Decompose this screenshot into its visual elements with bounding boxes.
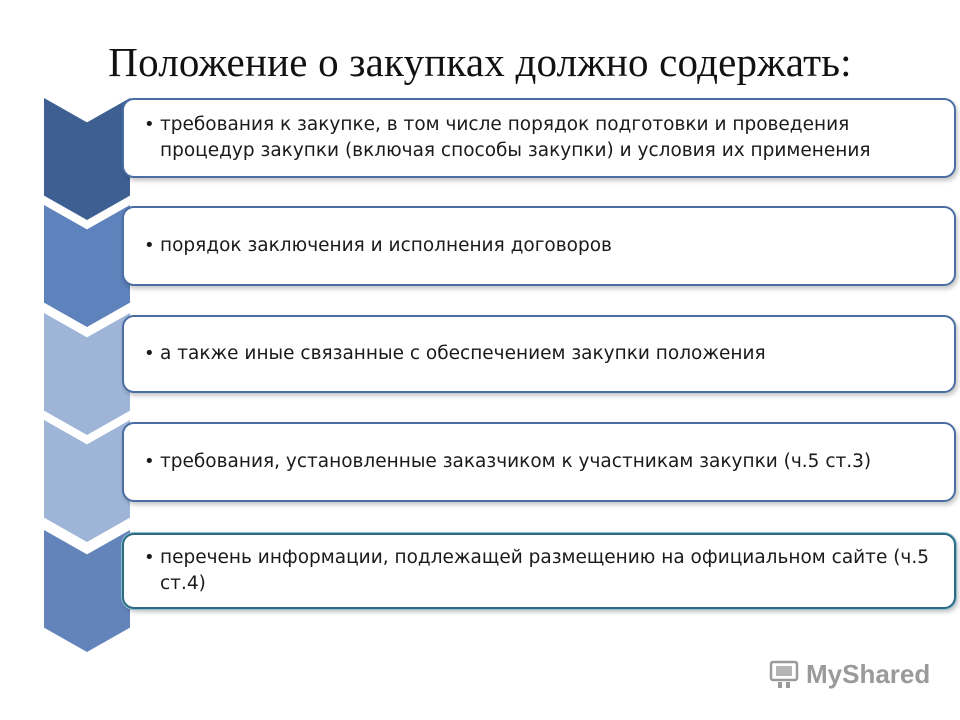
list-item-3 xyxy=(122,315,956,393)
bullet: • xyxy=(144,451,155,472)
bullet: • xyxy=(144,343,155,364)
list-item-4 xyxy=(122,422,956,502)
bullet: • xyxy=(144,235,155,256)
bullet: • xyxy=(144,547,155,568)
bullet: • xyxy=(144,114,155,135)
chevron-1 xyxy=(44,98,130,220)
list-item-text: требования к закупке, в том числе порядок подготовки и проведения процедур закупки (включая способы закупки) и условия их применения xyxy=(160,114,871,161)
watermark-text: MyShared xyxy=(806,658,931,689)
chevron-5 xyxy=(44,530,130,652)
list-item-1 xyxy=(122,98,956,178)
list-item-text: требования, установленные заказчиком к участникам закупки (ч.5 ст.3) xyxy=(160,451,872,472)
list-item-text: а также иные связанные с обеспечением закупки положения xyxy=(160,343,766,364)
chevron-4 xyxy=(44,420,130,542)
chevron-3 xyxy=(44,313,130,435)
list-item-5 xyxy=(122,533,956,609)
list-item-text: порядок заключения и исполнения договоров xyxy=(160,235,612,256)
myshared-logo-icon xyxy=(768,658,800,690)
chevron-2 xyxy=(44,205,130,327)
page-title: Положение о закупках должно содержать: xyxy=(108,39,852,85)
list-item-2 xyxy=(122,206,956,286)
myshared-watermark xyxy=(768,656,930,692)
list-item-text: перечень информации, подлежащей размещению на официальном сайте (ч.5 ст.4) xyxy=(160,547,930,594)
